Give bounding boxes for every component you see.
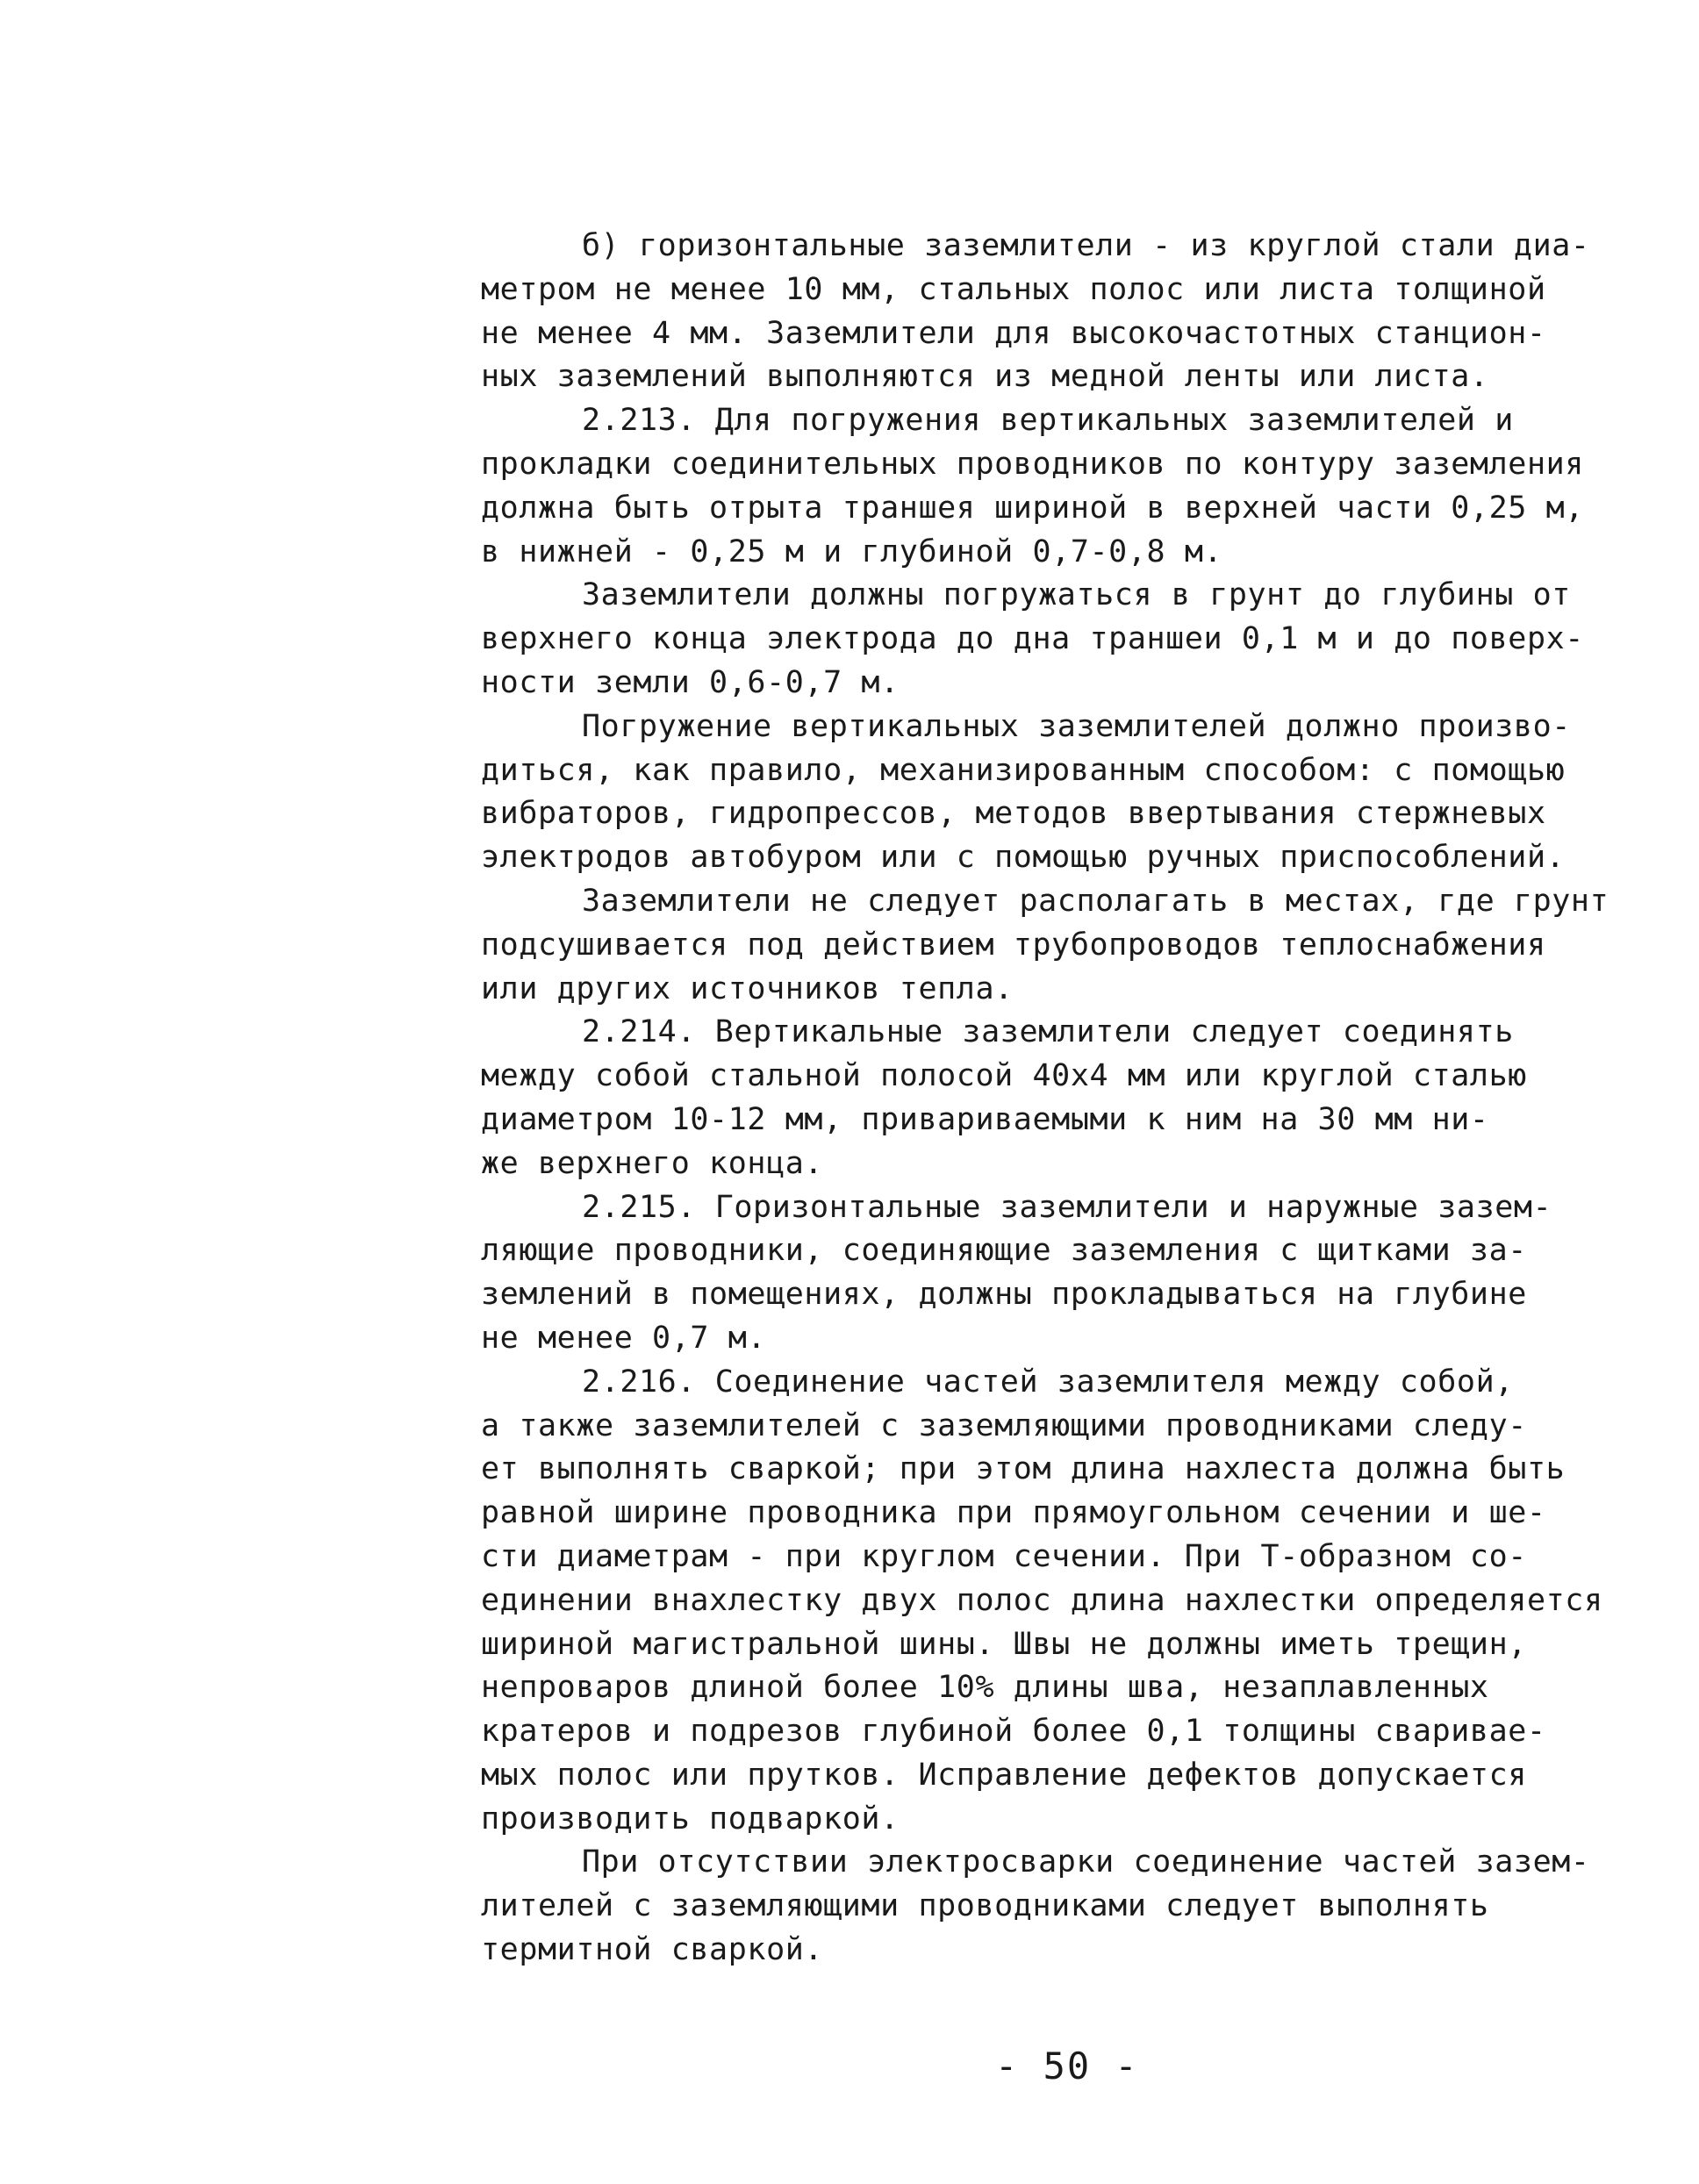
text-line: в нижней - 0,25 м и глубиной 0,7-0,8 м. <box>481 533 1223 569</box>
text-line: метром не менее 10 мм, стальных полос или листа толщиной <box>481 271 1546 307</box>
text-line: лителей с заземляющими проводниками следует выполнять <box>481 1888 1489 1924</box>
text-line: сти диаметрам - при круглом сечении. При Т-образном со- <box>481 1538 1527 1574</box>
page-number: - 50 - <box>995 2044 1139 2087</box>
text-line: верхнего конца электрода до дна траншеи 0,1 м и до поверх- <box>481 621 1584 657</box>
text-line: не менее 0,7 м. <box>481 1320 767 1356</box>
text-line: производить подваркой. <box>481 1801 900 1837</box>
text-line: равной ширине проводника при прямоугольном сечении и ше- <box>481 1495 1546 1531</box>
text-line: 2.216. Соединение частей заземлителя между собой, <box>582 1364 1514 1400</box>
text-line: б) горизонтальные заземлители - из круглой стали диа- <box>582 228 1590 263</box>
text-line: диться, как правило, механизированным способом: с помощью <box>481 752 1566 788</box>
text-line: шириной магистральной шины. Швы не должны иметь трещин, <box>481 1626 1527 1662</box>
text-line: вибраторов, гидропрессов, методов ввертывания стержневых <box>481 796 1546 832</box>
text-line: подсушивается под действием трубопроводов теплоснабжения <box>481 927 1546 963</box>
text-line: или других источников тепла. <box>481 970 1014 1006</box>
text-line: ных заземлений выполняются из медной ленты или листа. <box>481 359 1489 395</box>
text-line: непроваров длиной более 10% длины шва, незаплавленных <box>481 1670 1489 1706</box>
text-line: единении внахлестку двух полос длина нахлестки определяется <box>481 1582 1603 1618</box>
text-line: Заземлители не следует располагать в местах, где грунт <box>582 883 1609 919</box>
text-line: же верхнего конца. <box>481 1145 824 1181</box>
text-line: между собой стальной полосой 40х4 мм или круглой сталью <box>481 1058 1527 1094</box>
text-line: Погружение вертикальных заземлителей должно произво- <box>582 708 1571 744</box>
text-line: кратеров и подрезов глубиной более 0,1 толщины сваривае- <box>481 1714 1546 1750</box>
text-line: термитной сваркой. <box>481 1932 824 1968</box>
text-line: 2.215. Горизонтальные заземлители и наружные зазем- <box>582 1189 1552 1225</box>
text-line: мых полос или прутков. Исправление дефектов допускается <box>481 1757 1527 1793</box>
text-line: не менее 4 мм. Заземлители для высокочастотных станцион- <box>481 315 1546 351</box>
text-line: диаметром 10-12 мм, привариваемыми к ним на 30 мм ни- <box>481 1101 1489 1137</box>
text-line: ет выполнять сваркой; при этом длина нахлеста должна быть <box>481 1451 1566 1487</box>
text-line: 2.213. Для погружения вертикальных заземлителей и <box>582 403 1514 439</box>
text-line: При отсутствии электросварки соединение частей зазем- <box>582 1844 1590 1880</box>
text-line: должна быть отрыта траншея шириной в верхней части 0,25 м, <box>481 490 1584 526</box>
text-line: землений в помещениях, должны прокладываться на глубине <box>481 1277 1527 1313</box>
text-line: Заземлители должны погружаться в грунт до глубины от <box>582 577 1571 613</box>
text-line: ляющие проводники, соединяющие заземления с щитками за- <box>481 1233 1527 1269</box>
text-line: 2.214. Вертикальные заземлители следует соединять <box>582 1014 1514 1050</box>
text-line: а также заземлителей с заземляющими проводниками следу- <box>481 1407 1527 1443</box>
text-line: электродов автобуром или с помощью ручных приспособлений. <box>481 840 1566 876</box>
text-line: ности земли 0,6-0,7 м. <box>481 664 900 700</box>
text-line: прокладки соединительных проводников по контуру заземления <box>481 446 1584 482</box>
body-text <box>481 225 1657 1973</box>
